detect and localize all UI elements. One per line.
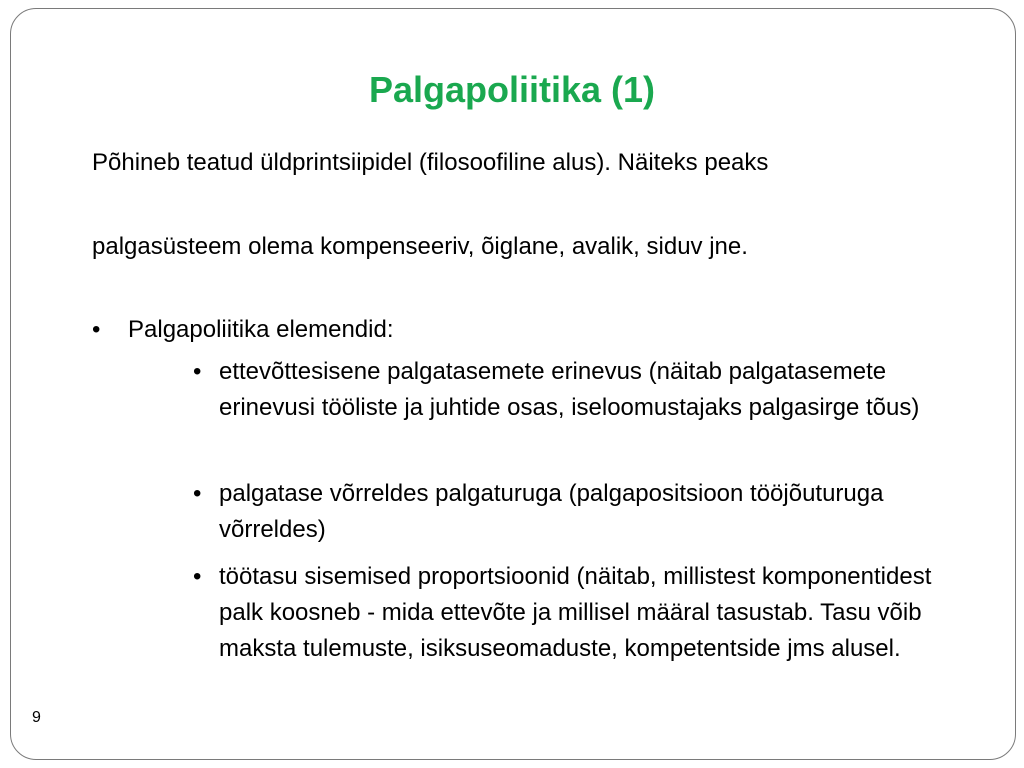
sub-bullet-text: palgatase võrreldes palgaturuga (palgapositsioon tööjõuturuga võrreldes) (219, 480, 884, 543)
slide-title: Palgapoliitika (1) (368, 69, 656, 110)
bullet-label: Palgapoliitika elemendid: (128, 316, 394, 343)
sub-bullet-3 (193, 559, 933, 667)
sub-bullet-1 (193, 354, 933, 426)
sub-bullet-text: ettevõttesisene palgatasemete erinevus (näitab palgatasemete erinevusi tööliste ja juhtide osas, iseloomustajaks palgasirge tõus) (219, 358, 920, 421)
sub-bullet-marker: • (193, 563, 202, 590)
sub-bullet-text: töötasu sisemised proportsioonid (näitab, millistest komponentidest palk koosneb - mida ettevõte ja millisel määral tasustab. Tasu võib maksta tulemuste, isiksuseomaduste, kompetentside jms alusel. (219, 563, 932, 662)
page-number: 9 (32, 709, 41, 726)
intro-paragraph-2: palgasüsteem olema kompenseeriv, õiglane, avalik, siduv jne. (92, 233, 748, 260)
sub-bullet-2 (193, 476, 933, 548)
intro-paragraph-1: Põhineb teatud üldprintsiipidel (filosoofiline alus). Näiteks peaks (92, 149, 769, 176)
sub-bullet-marker: • (193, 358, 202, 385)
sub-bullet-marker: • (193, 480, 202, 507)
bullet-marker: • (92, 316, 101, 343)
